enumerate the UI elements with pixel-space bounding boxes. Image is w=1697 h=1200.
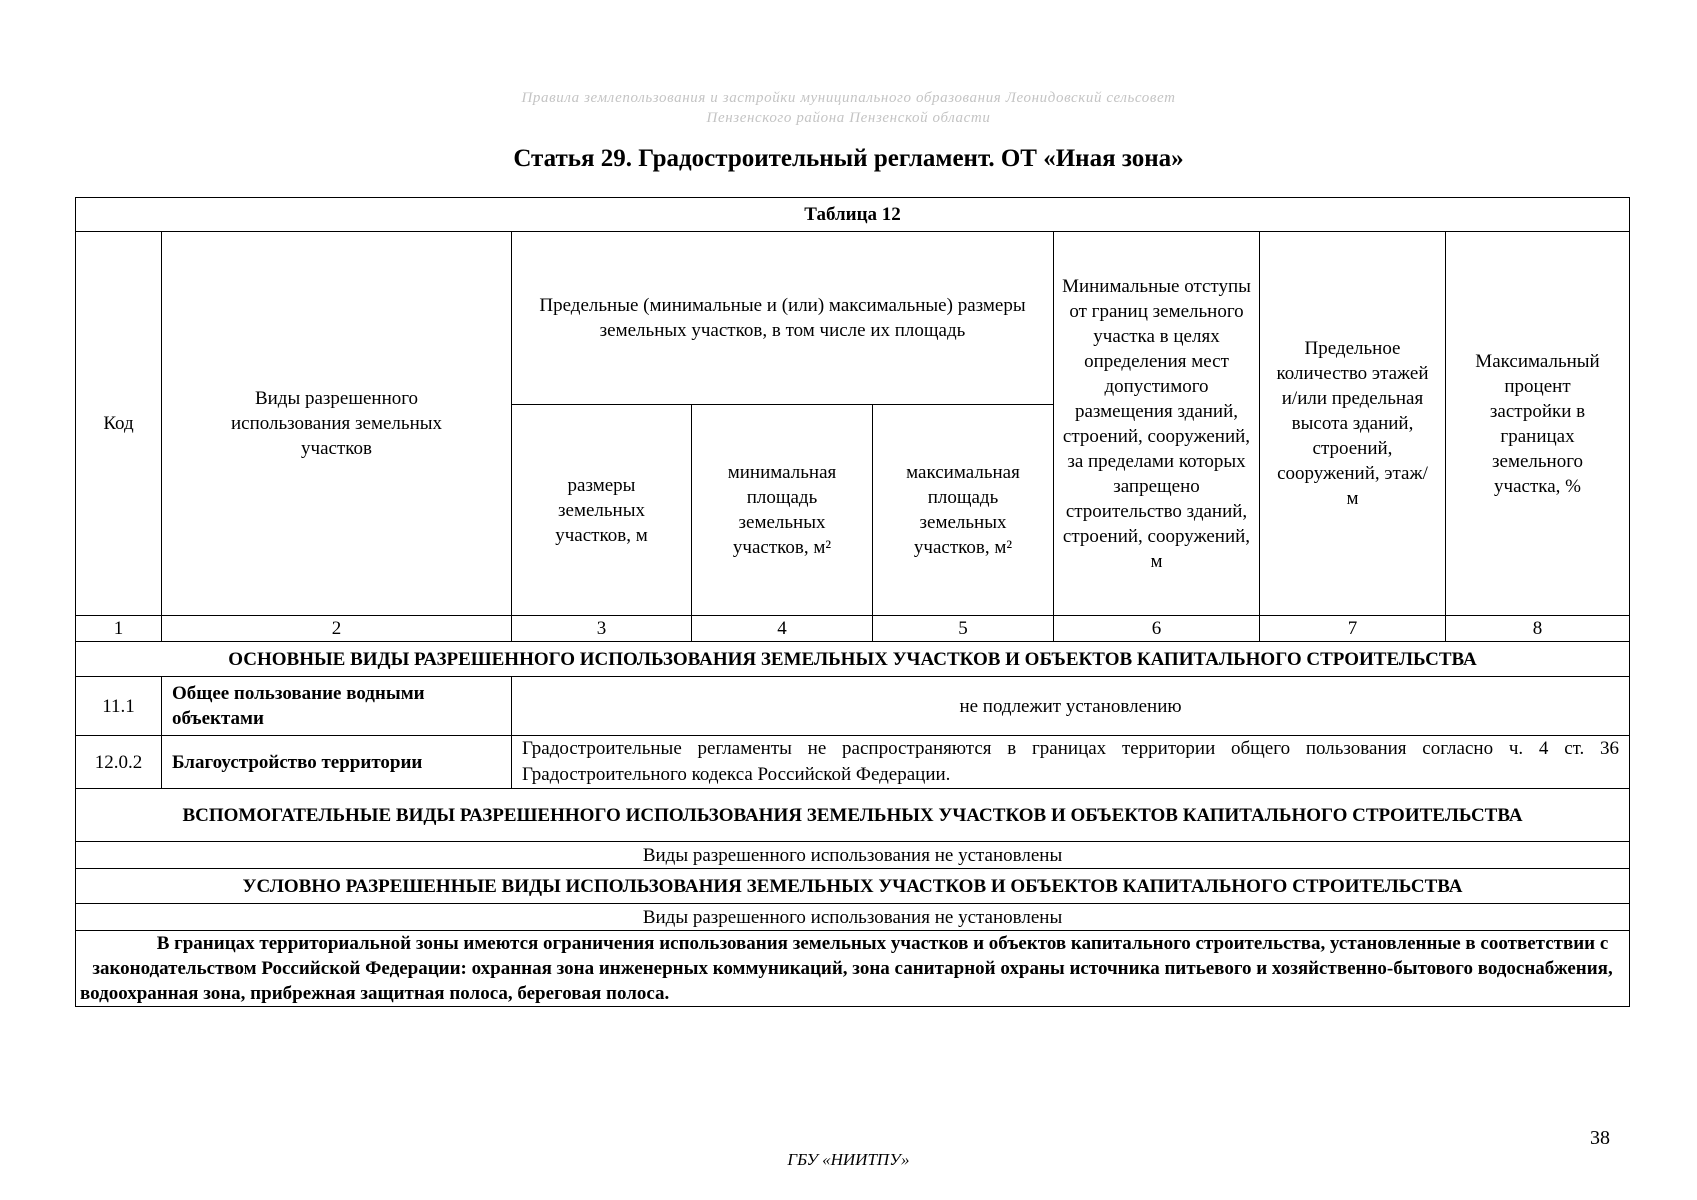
header-coverage: Максимальный процент застройки в границах земельного участка, % [1446, 232, 1630, 616]
article-title: Статья 29. Градостроительный регламент. ОТ «Иная зона» [513, 145, 1184, 172]
column-number: 8 [1446, 616, 1630, 642]
column-number: 5 [873, 616, 1054, 642]
restrictions-row [76, 931, 1630, 1007]
restrictions-text: В границах территориальной зоны имеются ограничения использования земельных участков и объектов капитального строительства, установленные в соответствии с законодательством Российской Федерации: охранная зона инженерных коммуникаций, зона санитарной охраны источника питьевого и хозяйственно-бытового водоснабжения, водоохранная зона, прибрежная защитная полоса, береговая полоса. [80, 933, 1613, 1004]
header-setbacks: Минимальные отступы от границ земельного участка в целях определения мест допустимого размещения зданий, строений, сооружений, за пределами которых запрещено строительство зданий, строений, сооружений, м [1054, 232, 1260, 616]
header-min-area: минимальная площадь земельных участков, м² [692, 405, 873, 616]
header-max-area: максимальная площадь земельных участков, м² [873, 405, 1054, 616]
aux-note-row [76, 842, 1630, 869]
section-main-row [76, 642, 1630, 677]
column-number: 2 [162, 616, 512, 642]
section-aux-row [76, 789, 1630, 842]
cond-note: Виды разрешенного использования не установлены [76, 904, 1630, 931]
header-types: Виды разрешенного использования земельных участков [162, 232, 512, 616]
column-number: 3 [512, 616, 692, 642]
column-number: 1 [76, 616, 162, 642]
header-sizes-group: Предельные (минимальные и (или) максимальные) размеры земельных участков, в том числе их площадь [512, 232, 1054, 405]
running-header-line-2: Пензенского района Пензенской области [706, 110, 991, 126]
table-header-row [76, 232, 1630, 405]
table-caption-row [76, 198, 1630, 232]
row-code: 12.0.2 [76, 736, 162, 789]
column-number: 6 [1054, 616, 1260, 642]
aux-note: Виды разрешенного использования не установлены [76, 842, 1630, 869]
cond-note-row [76, 904, 1630, 931]
section-cond-row [76, 869, 1630, 904]
row-value: не подлежит установлению [512, 677, 1630, 736]
header-floors: Предельное количество этажей и/или предельная высота зданий, строений, сооружений, этаж/м [1260, 232, 1446, 616]
table-row [76, 677, 1630, 736]
running-header [0, 88, 1697, 128]
header-code: Код [76, 232, 162, 616]
column-numbers-row [76, 616, 1630, 642]
table-row [76, 736, 1630, 789]
page-number: 38 [1590, 1127, 1610, 1149]
section-cond-heading: УСЛОВНО РАЗРЕШЕННЫЕ ВИДЫ ИСПОЛЬЗОВАНИЯ ЗЕМЕЛЬНЫХ УЧАСТКОВ И ОБЪЕКТОВ КАПИТАЛЬНОГО СТРОИТЕЛЬСТВА [76, 869, 1630, 904]
header-sizes: размеры земельных участков, м [512, 405, 692, 616]
section-main-heading: ОСНОВНЫЕ ВИДЫ РАЗРЕШЕННОГО ИСПОЛЬЗОВАНИЯ ЗЕМЕЛЬНЫХ УЧАСТКОВ И ОБЪЕКТОВ КАПИТАЛЬНОГО СТРОИТЕЛЬСТВА [76, 642, 1630, 677]
table-caption: Таблица 12 [76, 198, 1630, 232]
row-code: 11.1 [76, 677, 162, 736]
row-name: Благоустройство территории [162, 736, 512, 789]
restrictions-cell [76, 931, 1630, 1007]
running-header-line-1: Правила землепользования и застройки муниципального образования Леонидовский сельсовет [521, 90, 1176, 106]
row-value: Градостроительные регламенты не распространяются в границах территории общего пользования согласно ч. 4 ст. 36 Градостроительного кодекса Российской Федерации. [512, 736, 1630, 789]
column-number: 7 [1260, 616, 1446, 642]
row-name: Общее пользование водными объектами [162, 677, 512, 736]
page-footer: ГБУ «НИИТПУ» [787, 1150, 910, 1169]
regulation-table [75, 197, 1630, 1007]
column-number: 4 [692, 616, 873, 642]
section-aux-heading: ВСПОМОГАТЕЛЬНЫЕ ВИДЫ РАЗРЕШЕННОГО ИСПОЛЬЗОВАНИЯ ЗЕМЕЛЬНЫХ УЧАСТКОВ И ОБЪЕКТОВ КАПИТАЛЬНОГО СТРОИТЕЛЬСТВА [76, 789, 1630, 842]
